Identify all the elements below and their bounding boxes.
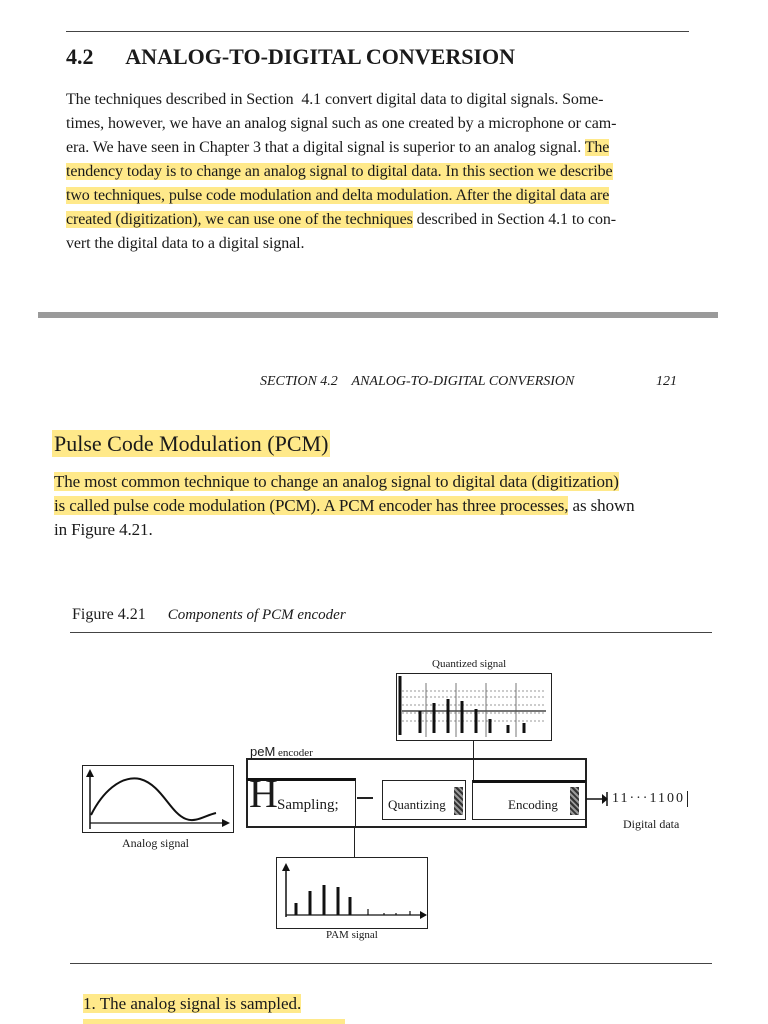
list-item-1-text: The analog signal is sampled. xyxy=(99,994,302,1013)
analog-signal-label: Analog signal xyxy=(122,836,189,850)
text-segment: era. We have seen in Chapter 3 that a digital signal is superior to an analog signal. xyxy=(66,139,585,156)
quantizing-shade xyxy=(454,787,463,815)
intro-paragraph-line xyxy=(66,88,616,112)
highlighted-text: created (digitization), we can use one of the techniques xyxy=(66,211,413,228)
pcm-paragraph-line xyxy=(54,470,635,494)
pcm-paragraph-line xyxy=(54,494,635,518)
digital-data-label: Digital data xyxy=(623,817,680,831)
section-heading-number: 4.2 xyxy=(66,44,94,69)
section-heading xyxy=(66,44,515,70)
quantized-signal-plot xyxy=(396,673,552,741)
digital-data-value: 11···1100 xyxy=(612,791,688,807)
highlighted-text: is called pulse code modulation (PCM). A PCM encoder has three processes, xyxy=(54,496,569,515)
figure-caption xyxy=(72,606,346,624)
pam-signal-label: PAM signal xyxy=(326,929,378,941)
encoder-label-suffix: encoder xyxy=(275,747,313,759)
figure-label: Figure 4.21 xyxy=(72,606,146,623)
list-item-1 xyxy=(83,994,301,1014)
figure-bottom-rule xyxy=(70,963,712,964)
list-item-1-number: 1. xyxy=(83,994,96,1013)
pcm-paragraph xyxy=(54,470,635,542)
intro-paragraph-line xyxy=(66,160,616,184)
text-segment: vert the digital data to a digital signal. xyxy=(66,235,305,252)
running-header xyxy=(260,374,574,390)
running-header-section: SECTION 4.2 ANALOG-TO-DIGITAL CONVERSION xyxy=(260,374,575,389)
intro-paragraph-line xyxy=(66,208,616,232)
text-segment: as shown xyxy=(568,496,635,515)
text-segment: described in Section 4.1 to con- xyxy=(412,211,617,228)
figure-caption-text: Components of PCM encoder xyxy=(167,607,346,623)
highlighted-text: tendency today is to change an analog signal to digital data. In this section we describe xyxy=(66,163,613,180)
text-segment: times, however, we have an analog signal such as one created by a microphone or cam- xyxy=(66,115,617,132)
output-arrow xyxy=(586,792,608,806)
intro-paragraph-line xyxy=(66,232,616,256)
page-separator xyxy=(38,312,718,318)
intro-paragraph-line xyxy=(66,112,616,136)
intro-paragraph xyxy=(66,88,616,256)
highlighted-text: two techniques, pulse code modulation and delta modulation. After the digital data are xyxy=(66,187,610,204)
sampling-label: Sampling; xyxy=(277,797,339,813)
text-segment: The techniques described in Section 4.1 convert digital data to digital signals. Some- xyxy=(66,91,604,108)
analog-signal-plot xyxy=(82,765,234,833)
intro-paragraph-line xyxy=(66,184,616,208)
pcm-paragraph-line xyxy=(54,518,635,542)
sampling-to-quantizing-connector xyxy=(357,797,373,799)
encoder-label-prefix: peM xyxy=(250,744,276,759)
top-rule xyxy=(66,31,689,32)
pam-connector xyxy=(354,828,355,858)
pam-signal-plot xyxy=(276,857,428,929)
section-heading-title: ANALOG-TO-DIGITAL CONVERSION xyxy=(125,44,516,69)
highlighted-text: The xyxy=(584,139,610,156)
quantizing-label: Quantizing xyxy=(388,797,446,812)
pcm-title xyxy=(52,431,330,457)
intro-paragraph-line xyxy=(66,136,616,160)
quantized-signal-label: Quantized signal xyxy=(432,658,507,670)
sampling-prefix: H xyxy=(249,771,278,816)
encoding-shade xyxy=(570,787,579,815)
page-number: 121 xyxy=(656,374,677,389)
pcm-title-text: Pulse Code Modulation (PCM) xyxy=(54,431,329,456)
text-segment: in Figure 4.21. xyxy=(54,520,153,539)
highlighted-text: The most common technique to change an analog signal to digital data (digitization) xyxy=(54,472,619,491)
figure-top-rule xyxy=(70,632,712,633)
encoding-label: Encoding xyxy=(508,797,558,812)
next-list-highlight xyxy=(83,1019,345,1024)
